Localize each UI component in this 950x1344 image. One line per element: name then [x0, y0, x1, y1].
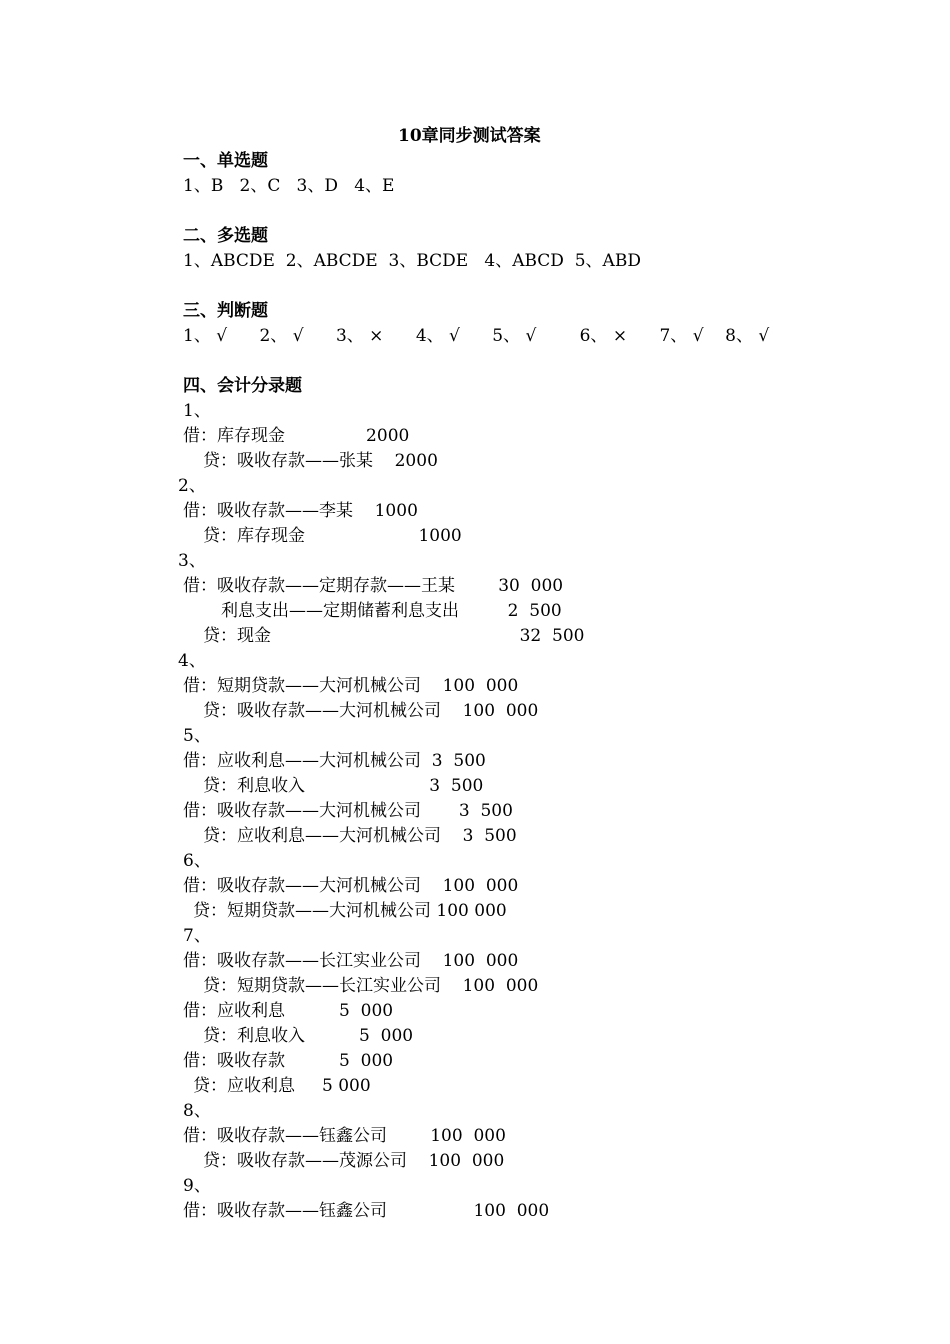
- entry-line: 贷：现金 32 500: [203, 626, 585, 646]
- entry-line: 贷：利息收入 5 000: [203, 1026, 414, 1046]
- entry-line: 借：吸收存款——大河机械公司 100 000: [183, 876, 519, 896]
- entry-line: 贷：应收利息——大河机械公司 3 500: [203, 826, 517, 846]
- entry-line: 贷：吸收存款——张某 2000: [203, 451, 438, 471]
- entry-line: 借：吸收存款 5 000: [183, 1051, 394, 1071]
- entry-number: 9、: [183, 1176, 211, 1196]
- entry-line: 借：应收利息 5 000: [183, 1001, 394, 1021]
- entry-line: 借：吸收存款——钰鑫公司 100 000: [183, 1201, 550, 1221]
- entry-line: 借：吸收存款——大河机械公司 3 500: [183, 801, 513, 821]
- entry-line: 贷：吸收存款——茂源公司 100 000: [203, 1151, 505, 1171]
- entry-number: 5、: [183, 726, 211, 746]
- entry-number: 4、: [178, 651, 206, 671]
- entry-line: 借：库存现金 2000: [183, 426, 410, 446]
- entry-line: 贷：利息收入 3 500: [203, 776, 484, 796]
- page-title: 10章同步测试答案: [398, 126, 541, 146]
- entry-number: 3、: [178, 551, 206, 571]
- entry-line: 借：吸收存款——长江实业公司 100 000: [183, 951, 519, 971]
- entry-line: 贷：库存现金 1000: [203, 526, 462, 546]
- entry-line: 贷：短期贷款——大河机械公司 100 000: [193, 901, 507, 921]
- entry-line: 借：吸收存款——李某 1000: [183, 501, 418, 521]
- section-heading-true-false: 三、判断题: [183, 301, 268, 321]
- entry-line: 贷：应收利息 5 000: [193, 1076, 371, 1096]
- multiple-choice-answers: 1、ABCDE 2、ABCDE 3、BCDE 4、ABCD 5、ABD: [183, 251, 641, 271]
- entry-number: 2、: [178, 476, 206, 496]
- entry-line: 借：吸收存款——定期存款——王某 30 000: [183, 576, 564, 596]
- entry-number: 8、: [183, 1101, 211, 1121]
- entry-number: 7、: [183, 926, 211, 946]
- entry-line: 借：短期贷款——大河机械公司 100 000: [183, 676, 519, 696]
- section-heading-multiple-choice: 二、多选题: [183, 226, 268, 246]
- entry-number: 6、: [183, 851, 211, 871]
- entry-line: 借：应收利息——大河机械公司 3 500: [183, 751, 486, 771]
- entry-line: 贷：吸收存款——大河机械公司 100 000: [203, 701, 539, 721]
- entry-line: 借：吸收存款——钰鑫公司 100 000: [183, 1126, 506, 1146]
- entry-line: 贷：短期贷款——长江实业公司 100 000: [203, 976, 539, 996]
- section-heading-single-choice: 一、单选题: [183, 151, 268, 171]
- section-heading-journal-entries: 四、会计分录题: [183, 376, 302, 396]
- entry-number: 1、: [183, 401, 211, 421]
- single-choice-answers: 1、B 2、C 3、D 4、E: [183, 176, 395, 196]
- true-false-answers: 1、 √ 2、 √ 3、 × 4、 √ 5、 √ 6、 × 7、 √ 8、 √: [183, 326, 770, 346]
- entry-line: 利息支出——定期储蓄利息支出 2 500: [221, 601, 562, 621]
